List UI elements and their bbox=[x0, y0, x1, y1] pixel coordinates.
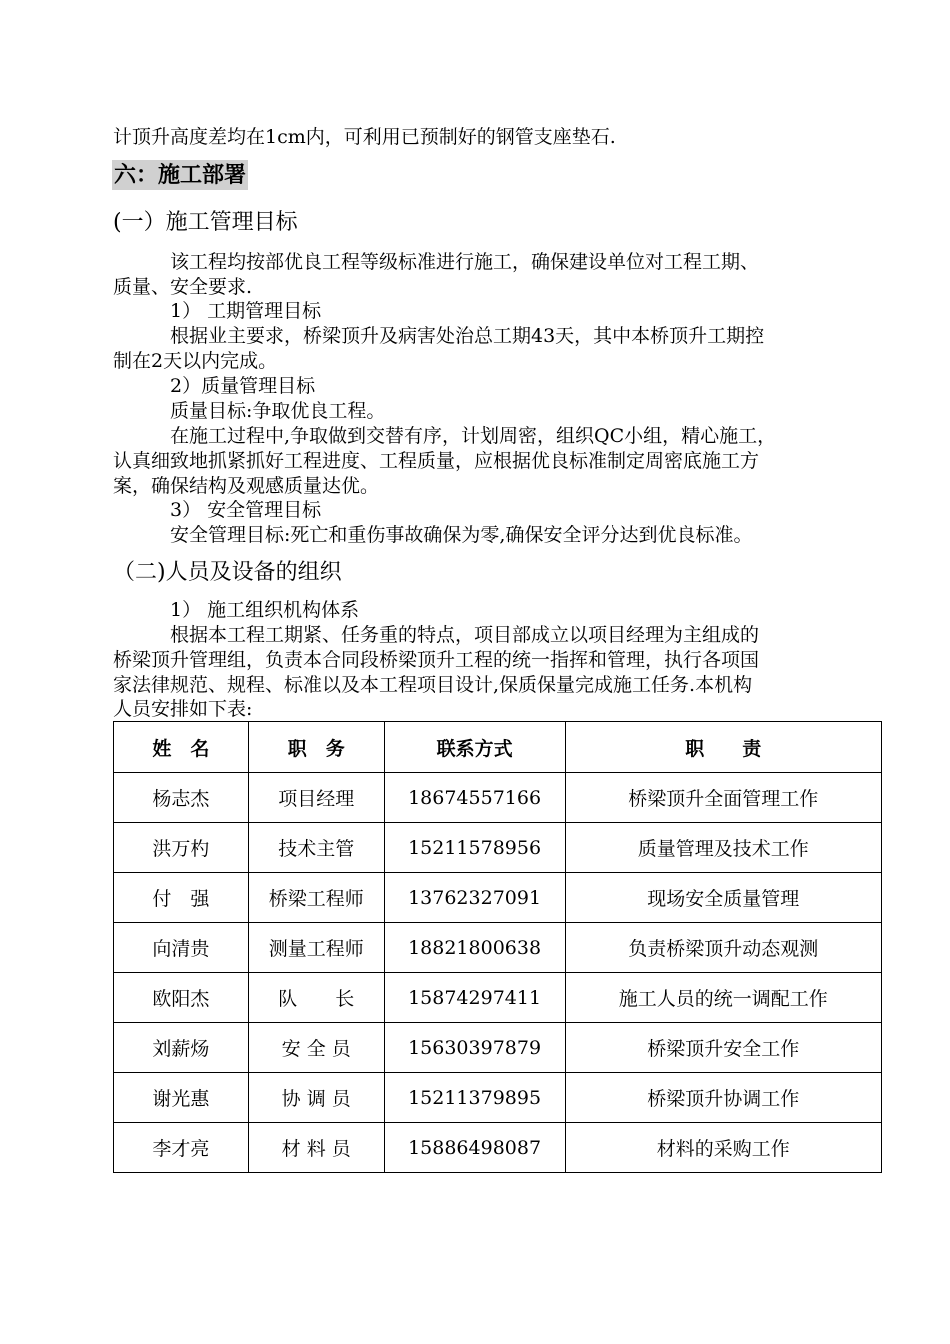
paragraph-line: 安全管理目标:死亡和重伤事故确保为零,确保安全评分达到优良标准。 bbox=[170, 524, 753, 546]
cell-duty: 桥梁顶升协调工作 bbox=[565, 1073, 881, 1123]
paragraph-line: 质量、安全要求. bbox=[113, 276, 253, 298]
item-title: 1） 工期管理目标 bbox=[170, 300, 322, 322]
cell-contact: 18821800638 bbox=[384, 923, 565, 973]
item-title: 2）质量管理目标 bbox=[170, 375, 316, 397]
item-title: 1） 施工组织机构体系 bbox=[170, 599, 360, 621]
cell-contact: 15630397879 bbox=[384, 1023, 565, 1073]
cell-position: 队 长 bbox=[248, 973, 384, 1023]
table-row bbox=[114, 873, 882, 923]
header-contact: 联系方式 bbox=[384, 722, 565, 773]
cell-position: 测量工程师 bbox=[248, 923, 384, 973]
staff-table bbox=[113, 721, 882, 1173]
section-title: 六：施工部署 bbox=[114, 162, 247, 188]
cell-duty: 桥梁顶升全面管理工作 bbox=[565, 773, 881, 823]
header-position: 职 务 bbox=[248, 722, 384, 773]
header-name: 姓 名 bbox=[114, 722, 249, 773]
table-row bbox=[114, 823, 882, 873]
cell-duty: 现场安全质量管理 bbox=[565, 873, 881, 923]
cell-name: 李才亮 bbox=[114, 1123, 249, 1173]
cell-duty: 施工人员的统一调配工作 bbox=[565, 973, 881, 1023]
cell-duty: 质量管理及技术工作 bbox=[565, 823, 881, 873]
cell-name: 付 强 bbox=[114, 873, 249, 923]
cell-duty: 桥梁顶升安全工作 bbox=[565, 1023, 881, 1073]
table-header-row bbox=[114, 722, 882, 773]
cell-contact: 15211578956 bbox=[384, 823, 565, 873]
cell-name: 谢光惠 bbox=[114, 1073, 249, 1123]
intro-line: 计顶升高度差均在1cm内，可利用已预制好的钢管支座垫石. bbox=[113, 126, 616, 148]
cell-name: 刘薪炀 bbox=[114, 1023, 249, 1073]
cell-duty: 负责桥梁顶升动态观测 bbox=[565, 923, 881, 973]
paragraph-line: 桥梁顶升管理组，负责本合同段桥梁顶升工程的统一指挥和管理，执行各项国 bbox=[113, 649, 760, 671]
cell-position: 安 全 员 bbox=[248, 1023, 384, 1073]
paragraph-line: 根据本工程工期紧、任务重的特点，项目部成立以项目经理为主组成的 bbox=[170, 624, 760, 646]
cell-name: 杨志杰 bbox=[114, 773, 249, 823]
table-row bbox=[114, 973, 882, 1023]
table-row bbox=[114, 923, 882, 973]
table-row bbox=[114, 1123, 882, 1173]
table-row bbox=[114, 1023, 882, 1073]
cell-position: 技术主管 bbox=[248, 823, 384, 873]
paragraph-line: 人员安排如下表: bbox=[113, 698, 253, 720]
subsection-title-2: （二)人员及设备的组织 bbox=[113, 560, 342, 585]
cell-position: 项目经理 bbox=[248, 773, 384, 823]
table-row bbox=[114, 773, 882, 823]
paragraph-line: 案，确保结构及观感质量达优。 bbox=[113, 475, 380, 497]
cell-contact: 15886498087 bbox=[384, 1123, 565, 1173]
subsection-title-1: (一）施工管理目标 bbox=[113, 210, 298, 235]
item-title: 3） 安全管理目标 bbox=[170, 499, 322, 521]
paragraph-line: 根据业主要求，桥梁顶升及病害处治总工期43天，其中本桥顶升工期控 bbox=[170, 325, 765, 347]
cell-contact: 18674557166 bbox=[384, 773, 565, 823]
cell-name: 欧阳杰 bbox=[114, 973, 249, 1023]
cell-contact: 15211379895 bbox=[384, 1073, 565, 1123]
paragraph-line: 质量目标:争取优良工程。 bbox=[170, 400, 386, 422]
paragraph-line: 在施工过程中,争取做到交替有序，计划周密，组织QC小组，精心施工， bbox=[170, 425, 777, 447]
paragraph-line: 制在2天以内完成。 bbox=[113, 350, 278, 372]
cell-contact: 15874297411 bbox=[384, 973, 565, 1023]
cell-contact: 13762327091 bbox=[384, 873, 565, 923]
cell-duty: 材料的采购工作 bbox=[565, 1123, 881, 1173]
header-duty: 职 责 bbox=[565, 722, 881, 773]
cell-position: 协 调 员 bbox=[248, 1073, 384, 1123]
cell-name: 向清贵 bbox=[114, 923, 249, 973]
cell-name: 洪万杓 bbox=[114, 823, 249, 873]
cell-position: 桥梁工程师 bbox=[248, 873, 384, 923]
table-row bbox=[114, 1073, 882, 1123]
cell-position: 材 料 员 bbox=[248, 1123, 384, 1173]
paragraph-line: 家法律规范、规程、标准以及本工程项目设计,保质保量完成施工任务.本机构 bbox=[113, 674, 753, 696]
paragraph-line: 该工程均按部优良工程等级标准进行施工，确保建设单位对工程工期、 bbox=[170, 251, 760, 273]
paragraph-line: 认真细致地抓紧抓好工程进度、工程质量，应根据优良标准制定周密底施工方 bbox=[113, 450, 760, 472]
